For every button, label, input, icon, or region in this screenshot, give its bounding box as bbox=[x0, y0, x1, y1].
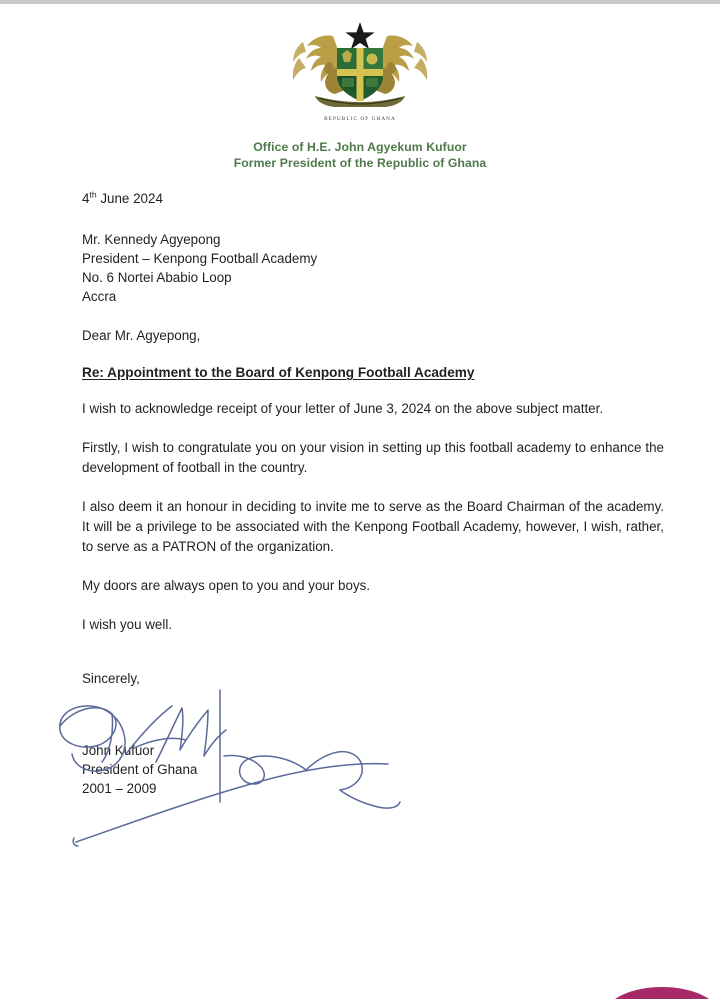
addressee-line: Mr. Kennedy Agyepong bbox=[82, 232, 221, 247]
date-ordinal: th bbox=[89, 189, 97, 200]
addressee-line: Accra bbox=[82, 289, 117, 304]
subject-line: Re: Appointment to the Board of Kenpong Football Academy bbox=[82, 365, 475, 380]
letterhead-office-line-2: Former President of the Republic of Ghana bbox=[233, 156, 487, 170]
letterhead bbox=[0, 14, 720, 170]
salutation: Dear Mr. Agyepong, bbox=[82, 328, 201, 343]
body-paragraph: My doors are always open to you and your boys. bbox=[82, 578, 371, 593]
letterhead-office-line-1: Office of H.E. John Agyekum Kufuor bbox=[253, 140, 467, 154]
addressee-block bbox=[82, 230, 664, 306]
closing-salutation: Sincerely, bbox=[82, 671, 140, 686]
signer-title: President of Ghana bbox=[82, 762, 198, 777]
body-paragraph: I wish you well. bbox=[82, 617, 173, 632]
signer-name: John Kufuor bbox=[82, 743, 155, 758]
bottom-magenta-arc bbox=[604, 987, 720, 999]
body-paragraph: I wish to acknowledge receipt of your letter of June 3, 2024 on the above subject matter. bbox=[82, 401, 604, 416]
addressee-line: No. 6 Nortei Ababio Loop bbox=[82, 270, 232, 285]
letter-body bbox=[82, 190, 664, 686]
body-paragraph: Firstly, I wish to congratulate you on your vision in setting up this football academy to enhance the development of football in the country. bbox=[82, 440, 664, 475]
date-rest: June 2024 bbox=[96, 191, 163, 206]
signature-block bbox=[82, 741, 197, 798]
crest-caption: REPUBLIC OF GHANA bbox=[324, 116, 396, 122]
body-paragraph: I also deem it an honour in deciding to invite me to serve as the Board Chairman of the academy. It will be a privilege to be associated with the Kenpong Football Academy, however, I wish, rather, to serve as a PATRON of the organization. bbox=[82, 499, 664, 554]
date-day: 4 bbox=[82, 191, 90, 206]
addressee-line: President – Kenpong Football Academy bbox=[82, 251, 318, 266]
signer-term: 2001 – 2009 bbox=[82, 781, 157, 796]
top-divider bbox=[0, 0, 720, 4]
ghana-coat-of-arms-icon bbox=[275, 14, 445, 122]
letter-date bbox=[82, 190, 664, 208]
